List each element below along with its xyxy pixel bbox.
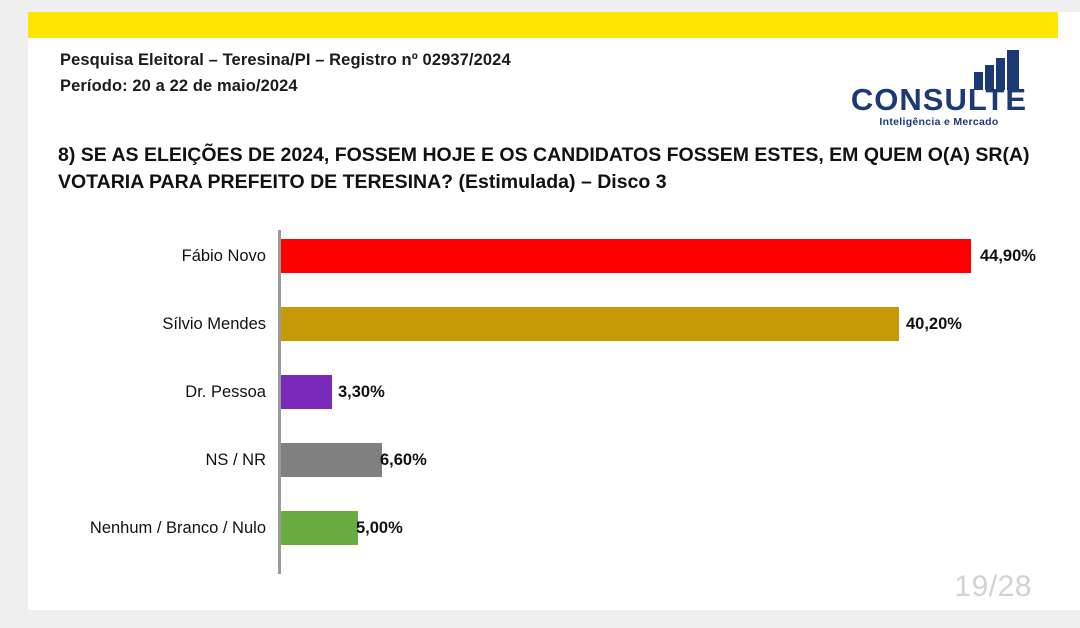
yellow-accent-bar [28,12,1058,38]
bar-silvio-mendes [281,307,899,341]
bar-value-label: 40,20% [906,315,962,333]
page-number: 19/28 [954,570,1032,603]
chart-row [40,494,1050,562]
bar-category-label: Dr. Pessoa [185,383,266,401]
chart-row [40,290,1050,358]
chart-row [40,426,1050,494]
slide-bottom-border [0,610,1080,628]
logo-wordmark: CONSULTE [850,82,1028,117]
chart-row [40,222,1050,290]
bar-fabio-novo [281,239,971,273]
logo-tagline: Inteligência e Mercado [879,116,999,128]
bar-value-label: 44,90% [980,247,1036,265]
survey-registration-line: Pesquisa Eleitoral – Teresina/PI – Registro nº 02937/2024 [60,51,511,69]
bar-category-label: Nenhum / Branco / Nulo [89,519,266,537]
bar-category-label: Sílvio Mendes [162,315,266,333]
bar-category-label: Fábio Novo [181,247,266,265]
bar-category-label: NS / NR [205,451,266,469]
consulte-logo [846,50,1032,128]
survey-header [60,48,511,99]
vote-intention-bar-chart [40,222,1050,574]
slide-top-border [0,0,1080,12]
bar-dr-pessoa [281,375,332,409]
bar-value-label: 5,00% [356,519,403,537]
bar-nenhum-branco-nulo [281,511,358,545]
chart-row [40,358,1050,426]
question-title: 8) SE AS ELEIÇÕES DE 2024, FOSSEM HOJE E OS CANDIDATOS FOSSEM ESTES, EM QUEM O(A) SR(A) VOTARIA PARA PREFEITO DE TERESINA? (Estimulada) – Disco 3 [58,144,1030,193]
bar-value-label: 6,60% [380,451,427,469]
survey-period-line: Período: 20 a 22 de maio/2024 [60,76,298,95]
bar-ns-nr [281,443,382,477]
bar-value-label: 3,30% [338,383,385,401]
